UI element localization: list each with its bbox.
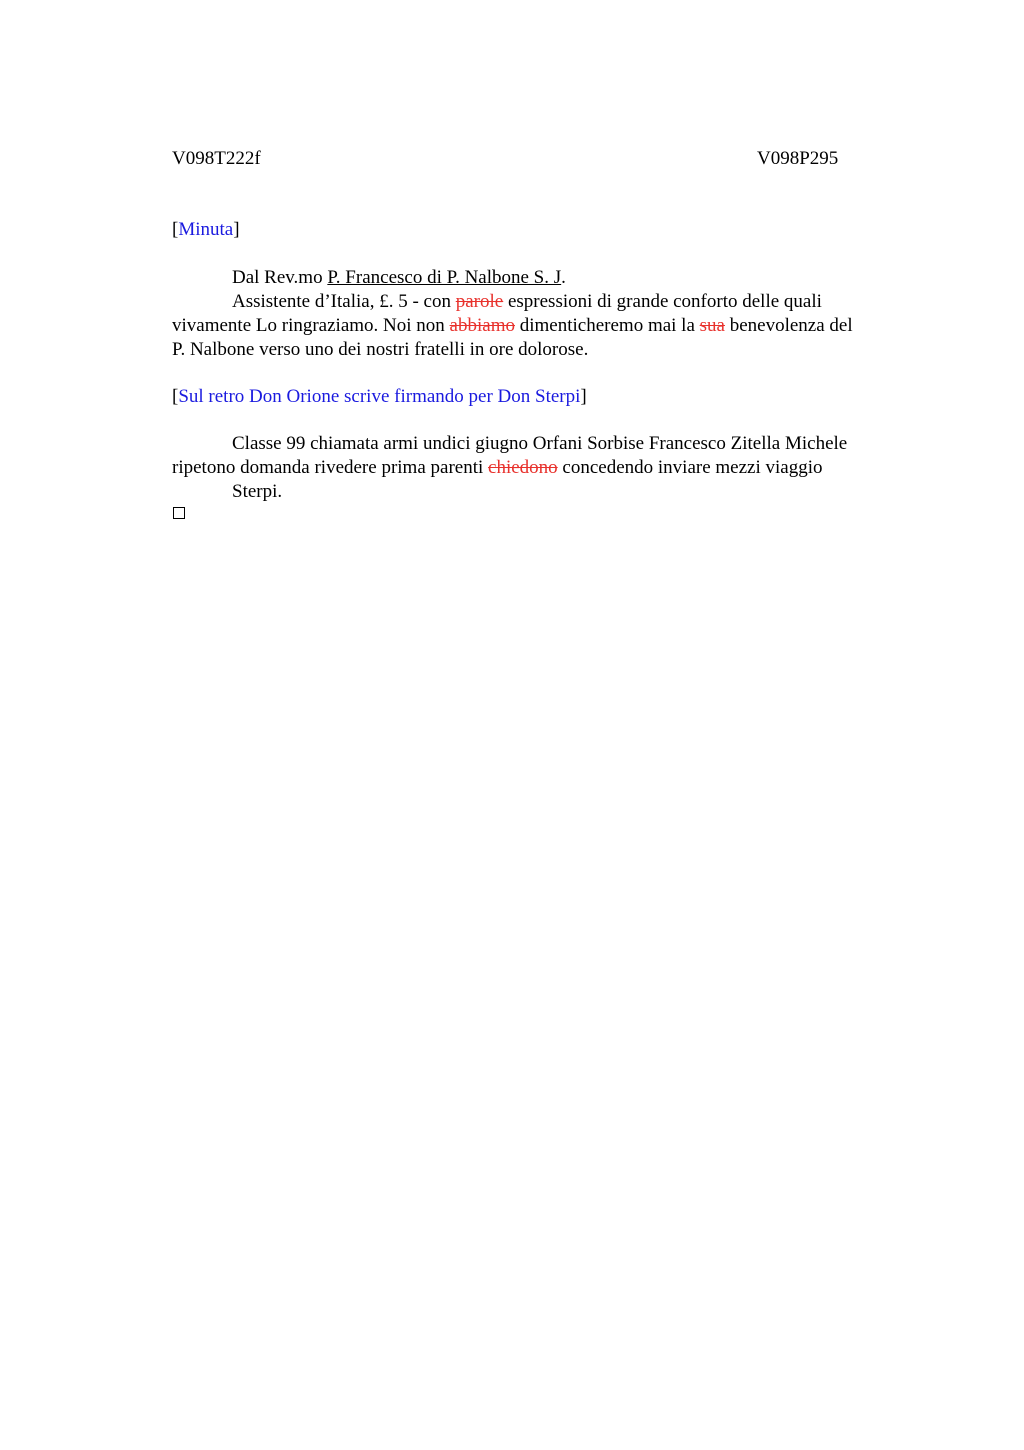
text-segment: .: [561, 267, 566, 288]
text-segment: Dal Rev.mo: [232, 267, 328, 288]
deleted-word: parole: [455, 291, 504, 312]
open-bracket: [: [172, 386, 179, 407]
end-of-document-box-icon: [173, 507, 185, 519]
text-segment: ripetono domanda rivedere prima parenti: [172, 457, 489, 478]
text-segment: vivamente Lo ringraziamo. Noi non: [172, 315, 450, 336]
paragraph1-line2: [232, 290, 822, 314]
signature: Sterpi.: [232, 481, 283, 502]
text-segment: Assistente d’Italia, £. 5 - con: [232, 291, 456, 312]
open-bracket: [: [172, 219, 179, 240]
deleted-word: chiedono: [488, 457, 558, 478]
editorial-note-label: Sul retro Don Orione scrive firmando per Don Sterpi: [178, 386, 581, 407]
paragraph1-line4: P. Nalbone verso uno dei nostri fratelli in ore dolorose.: [172, 339, 589, 360]
text-segment: espressioni di grande conforto delle quali: [503, 291, 822, 312]
close-bracket: ]: [233, 219, 240, 240]
editorial-note-label: Minuta: [178, 219, 234, 240]
close-bracket: ]: [580, 386, 587, 407]
deleted-word: sua: [699, 315, 725, 336]
section-note-retro: [172, 385, 587, 409]
paragraph1-line3: [172, 314, 853, 338]
text-segment: benevolenza del: [724, 315, 853, 336]
paragraph1-line1: [232, 266, 566, 290]
paragraph2-line2: [172, 456, 823, 480]
header-page-code: V098P295: [757, 148, 839, 169]
section-note-minuta: [172, 218, 240, 242]
underlined-name: P. Francesco di P. Nalbone S. J: [327, 267, 562, 288]
deleted-word: abbiamo: [449, 315, 515, 336]
text-segment: dimenticheremo mai la: [514, 315, 700, 336]
text-segment: concedendo inviare mezzi viaggio: [557, 457, 823, 478]
paragraph2-line1: Classe 99 chiamata armi undici giugno Orfani Sorbise Francesco Zitella Michele: [232, 433, 848, 454]
header-document-code: V098T222f: [172, 148, 261, 169]
